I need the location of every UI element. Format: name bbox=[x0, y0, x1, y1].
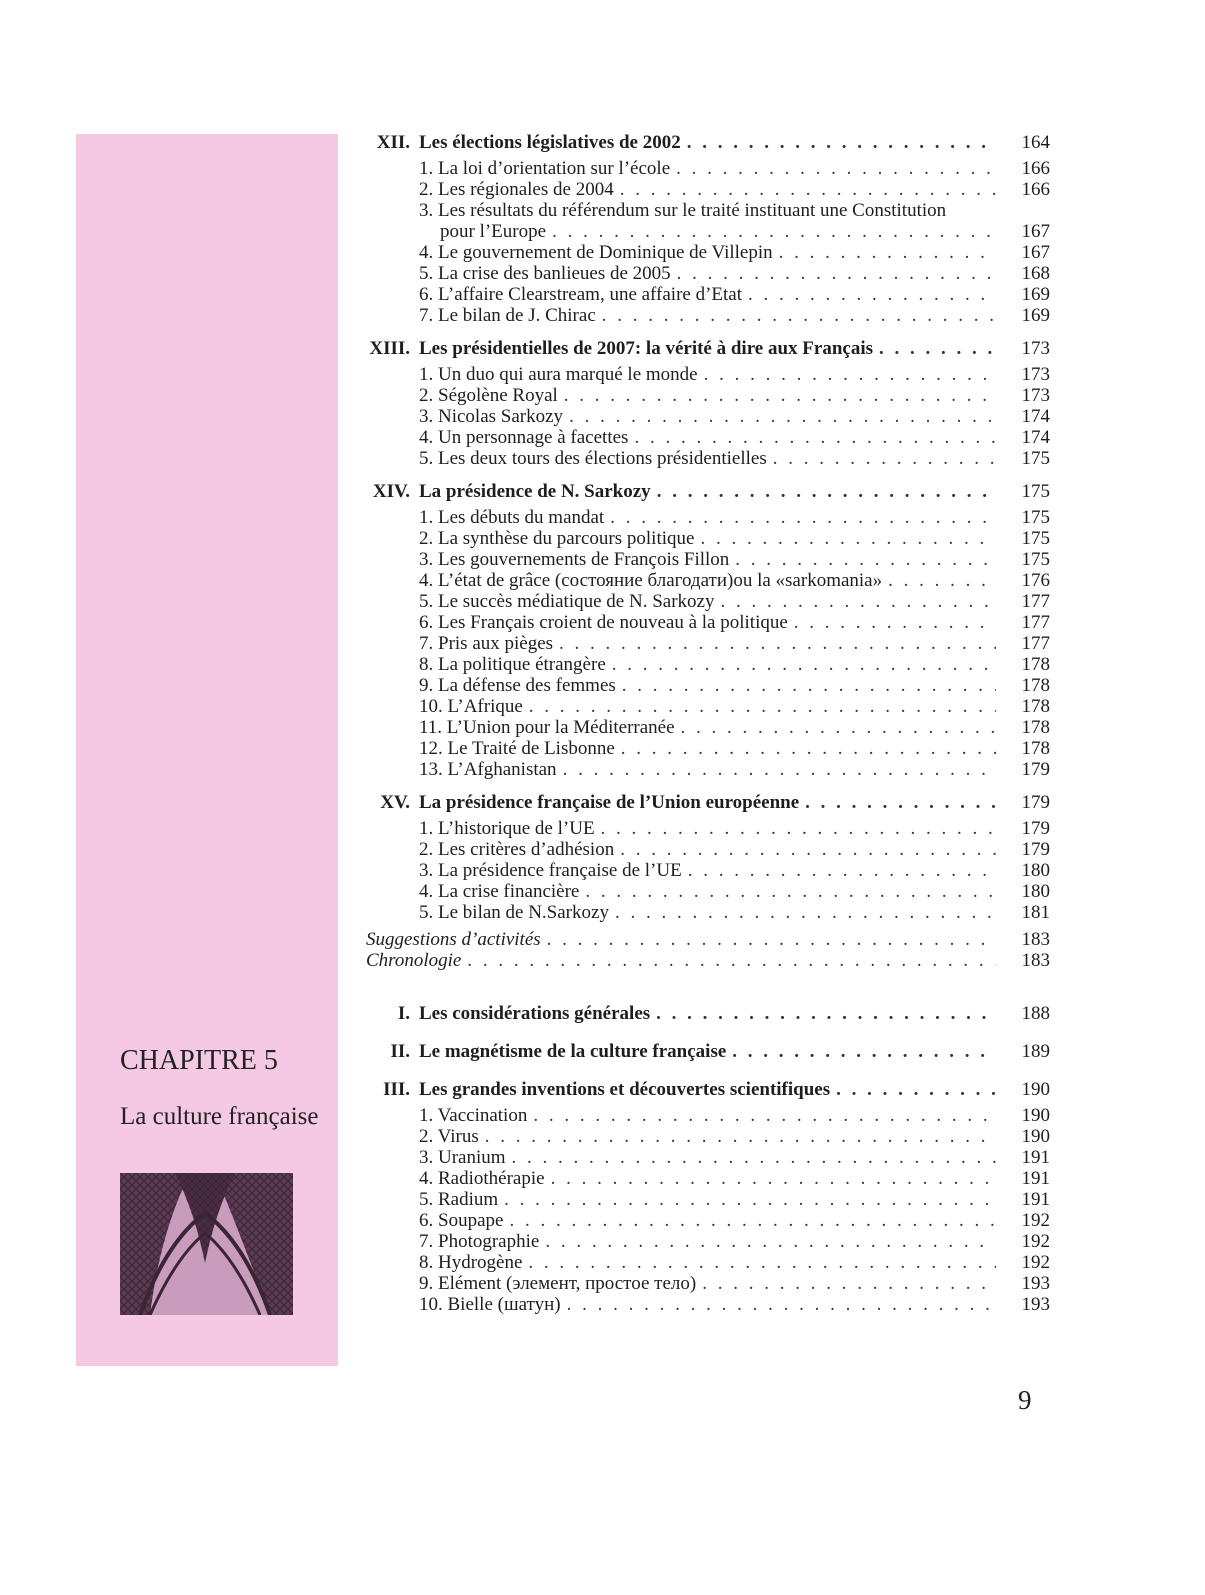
entry-label: 2. Les critères d’adhésion bbox=[419, 839, 615, 860]
leader-dots bbox=[634, 427, 996, 448]
entry-label: 2. Les régionales de 2004 bbox=[419, 179, 614, 200]
toc-entry[interactable] bbox=[366, 284, 1050, 305]
entry-page: 174 bbox=[1021, 427, 1050, 448]
leader-dots bbox=[504, 1189, 996, 1210]
leader-dots bbox=[528, 1252, 996, 1273]
toc-entry[interactable] bbox=[366, 1168, 1050, 1189]
toc-entry[interactable] bbox=[366, 1189, 1050, 1210]
entry-page: 175 bbox=[1021, 528, 1050, 549]
entry-page: 178 bbox=[1021, 717, 1050, 738]
leader-dots bbox=[735, 549, 996, 570]
toc-entry[interactable] bbox=[366, 839, 1050, 860]
section-page: 164 bbox=[1021, 132, 1050, 153]
toc-entry[interactable] bbox=[366, 696, 1050, 717]
leader-dots bbox=[688, 860, 996, 881]
entry-page: 193 bbox=[1021, 1273, 1050, 1294]
leader-dots bbox=[615, 902, 996, 923]
leader-dots bbox=[547, 929, 996, 950]
entry-page: 191 bbox=[1021, 1189, 1050, 1210]
entry-page: 166 bbox=[1021, 158, 1050, 179]
toc-extra-entry[interactable] bbox=[366, 950, 1050, 971]
toc-entry-continuation[interactable] bbox=[366, 221, 1050, 242]
entry-page: 174 bbox=[1021, 406, 1050, 427]
entry-page: 180 bbox=[1021, 881, 1050, 902]
toc-entry[interactable] bbox=[366, 717, 1050, 738]
leader-dots bbox=[677, 263, 996, 284]
entry-label: 4. Un personnage à facettes bbox=[419, 427, 629, 448]
entry-label: 1. L’historique de l’UE bbox=[419, 818, 595, 839]
toc-entry[interactable] bbox=[366, 1231, 1050, 1252]
toc-section-heading[interactable] bbox=[366, 999, 1050, 1029]
entry-label: 4. Radiothérapie bbox=[419, 1168, 545, 1189]
leader-dots bbox=[620, 179, 996, 200]
entry-label: 4. La crise financière bbox=[419, 881, 580, 902]
section-title: La présidence de N. Sarkozy bbox=[419, 481, 651, 502]
leader-dots bbox=[559, 633, 996, 654]
leader-dots bbox=[585, 881, 996, 902]
entry-label: 1. La loi d’orientation sur l’école bbox=[419, 158, 671, 179]
section-title: Les considérations générales bbox=[419, 1003, 651, 1024]
entry-page: 173 bbox=[1021, 364, 1050, 385]
entry-page: 177 bbox=[1021, 633, 1050, 654]
entry-page: 175 bbox=[1021, 507, 1050, 528]
entry-page: 190 bbox=[1021, 1105, 1050, 1126]
toc-extra-entry[interactable] bbox=[366, 929, 1050, 950]
leader-dots bbox=[836, 1075, 996, 1105]
toc-entry[interactable] bbox=[366, 633, 1050, 654]
entry-page: 167 bbox=[1021, 242, 1050, 263]
toc-entry[interactable] bbox=[366, 675, 1050, 696]
entry-label: 9. Elément (элемент, простое тело) bbox=[419, 1273, 697, 1294]
leader-dots bbox=[720, 591, 996, 612]
leader-dots bbox=[888, 570, 996, 591]
section-title: Les élections législatives de 2002 bbox=[419, 132, 681, 153]
extra-page: 183 bbox=[1021, 929, 1050, 950]
entry-page: 180 bbox=[1021, 860, 1050, 881]
entry-page: 175 bbox=[1021, 549, 1050, 570]
entry-label: 1. Vaccination bbox=[419, 1105, 528, 1126]
section-page: 189 bbox=[1021, 1041, 1050, 1062]
leader-dots bbox=[700, 528, 996, 549]
section-page: 190 bbox=[1021, 1079, 1050, 1100]
extra-label: Chronologie bbox=[366, 950, 462, 971]
toc-entry[interactable] bbox=[366, 448, 1050, 469]
leader-dots bbox=[564, 385, 996, 406]
leader-dots bbox=[621, 738, 996, 759]
entry-label: 5. Radium bbox=[419, 1189, 499, 1210]
toc-entry[interactable] bbox=[366, 406, 1050, 427]
entry-label: 2. Ségolène Royal bbox=[419, 385, 558, 406]
entry-label: 11. L’Union pour la Méditerranée bbox=[419, 717, 675, 738]
entry-page: 173 bbox=[1021, 385, 1050, 406]
entry-page: 169 bbox=[1021, 284, 1050, 305]
chapter-title: La culture française bbox=[120, 1103, 319, 1130]
leader-dots bbox=[676, 158, 996, 179]
toc-entry[interactable] bbox=[366, 881, 1050, 902]
leader-dots bbox=[805, 788, 996, 818]
toc-entry[interactable] bbox=[366, 549, 1050, 570]
toc-section-heading[interactable] bbox=[366, 1075, 1050, 1105]
entry-page: 181 bbox=[1021, 902, 1050, 923]
entry-label: 10. Bielle (шатун) bbox=[419, 1294, 561, 1315]
toc-entry[interactable] bbox=[366, 200, 1050, 221]
toc-entry[interactable] bbox=[366, 612, 1050, 633]
toc-section-heading[interactable] bbox=[366, 334, 1050, 364]
leader-dots bbox=[748, 284, 996, 305]
toc-entry[interactable] bbox=[366, 528, 1050, 549]
leader-dots bbox=[879, 334, 996, 364]
leader-dots bbox=[602, 305, 996, 326]
toc-entry[interactable] bbox=[366, 654, 1050, 675]
entry-label: 3. Les résultats du référendum sur le traité instituant une Constitution bbox=[419, 200, 947, 221]
leader-dots bbox=[622, 675, 996, 696]
toc-entry[interactable] bbox=[366, 263, 1050, 284]
toc-entry[interactable] bbox=[366, 507, 1050, 528]
entry-page: 179 bbox=[1021, 759, 1050, 780]
entry-label: 3. Uranium bbox=[419, 1147, 506, 1168]
section-numeral: III. bbox=[383, 1079, 410, 1100]
entry-label: 4. L’état de grâce (состояние благодати)ou la «sarkomania» bbox=[419, 570, 883, 591]
leader-dots bbox=[485, 1126, 996, 1147]
toc-entry[interactable] bbox=[366, 305, 1050, 326]
entry-page: 167 bbox=[1021, 221, 1050, 242]
leader-dots bbox=[601, 818, 996, 839]
section-page: 175 bbox=[1021, 481, 1050, 502]
entry-label: 8. La politique étrangère bbox=[419, 654, 606, 675]
section-numeral: XIV. bbox=[372, 481, 410, 502]
entry-label: 12. Le Traité de Lisbonne bbox=[419, 738, 615, 759]
toc-entry[interactable] bbox=[366, 1147, 1050, 1168]
leader-dots bbox=[563, 759, 996, 780]
extra-page: 183 bbox=[1021, 950, 1050, 971]
toc-section-heading[interactable] bbox=[366, 1037, 1050, 1067]
leader-dots bbox=[567, 1294, 996, 1315]
leader-dots bbox=[551, 1168, 996, 1189]
section-numeral: XIII. bbox=[369, 338, 410, 359]
entry-label: 10. L’Afrique bbox=[419, 696, 523, 717]
table-of-contents bbox=[366, 128, 1050, 1315]
leader-dots bbox=[794, 612, 996, 633]
toc-entry[interactable] bbox=[366, 385, 1050, 406]
entry-label: 7. Photographie bbox=[419, 1231, 540, 1252]
section-page: 173 bbox=[1021, 338, 1050, 359]
eiffel-tower-photo bbox=[120, 1173, 293, 1315]
leader-dots bbox=[612, 654, 996, 675]
entry-label: 6. Les Français croient de nouveau à la politique bbox=[419, 612, 788, 633]
entry-page: 169 bbox=[1021, 305, 1050, 326]
entry-page: 178 bbox=[1021, 654, 1050, 675]
section-title: La présidence française de l’Union européenne bbox=[419, 792, 800, 813]
entry-label: 3. Les gouvernements de François Fillon bbox=[419, 549, 730, 570]
toc-entry[interactable] bbox=[366, 818, 1050, 839]
toc-section-heading[interactable] bbox=[366, 477, 1050, 507]
leader-dots bbox=[657, 477, 996, 507]
entry-label: 2. Virus bbox=[419, 1126, 479, 1147]
section-page: 179 bbox=[1021, 792, 1050, 813]
toc-entry[interactable] bbox=[366, 158, 1050, 179]
toc-entry[interactable] bbox=[366, 427, 1050, 448]
leader-dots bbox=[681, 717, 996, 738]
leader-dots bbox=[610, 507, 996, 528]
entry-page: 179 bbox=[1021, 839, 1050, 860]
leader-dots bbox=[569, 406, 996, 427]
entry-page: 177 bbox=[1021, 612, 1050, 633]
extra-label: Suggestions d’activités bbox=[366, 929, 541, 950]
entry-page: 192 bbox=[1021, 1210, 1050, 1231]
leader-dots bbox=[656, 999, 996, 1029]
section-numeral: II. bbox=[390, 1041, 410, 1062]
entry-page: 191 bbox=[1021, 1168, 1050, 1189]
leader-dots bbox=[529, 696, 996, 717]
toc-entry[interactable] bbox=[366, 738, 1050, 759]
section-title: Le magnétisme de la culture française bbox=[419, 1041, 727, 1062]
leader-dots bbox=[552, 221, 996, 242]
leader-dots bbox=[687, 128, 996, 158]
toc-entry[interactable] bbox=[366, 1105, 1050, 1126]
entry-page: 193 bbox=[1021, 1294, 1050, 1315]
entry-page: 178 bbox=[1021, 675, 1050, 696]
entry-label: 5. Le succès médiatique de N. Sarkozy bbox=[419, 591, 715, 612]
leader-dots bbox=[732, 1037, 996, 1067]
toc-entry[interactable] bbox=[366, 1210, 1050, 1231]
entry-page: 191 bbox=[1021, 1147, 1050, 1168]
entry-page: 190 bbox=[1021, 1126, 1050, 1147]
entry-label: 5. La crise des banlieues de 2005 bbox=[419, 263, 671, 284]
leader-dots bbox=[704, 364, 996, 385]
entry-label: 6. L’affaire Clearstream, une affaire d’Etat bbox=[419, 284, 743, 305]
section-numeral: XV. bbox=[380, 792, 410, 813]
entry-label: 7. Pris aux pièges bbox=[419, 633, 554, 654]
entry-page: 178 bbox=[1021, 738, 1050, 759]
leader-dots bbox=[779, 242, 996, 263]
toc-entry[interactable] bbox=[366, 242, 1050, 263]
entry-page: 192 bbox=[1021, 1231, 1050, 1252]
toc-entry[interactable] bbox=[366, 1273, 1050, 1294]
entry-label: 1. Un duo qui aura marqué le monde bbox=[419, 364, 698, 385]
leader-dots bbox=[702, 1273, 996, 1294]
entry-label: 3. La présidence française de l’UE bbox=[419, 860, 682, 881]
toc-entry[interactable] bbox=[366, 759, 1050, 780]
entry-label: 5. Le bilan de N.Sarkozy bbox=[419, 902, 609, 923]
leader-dots bbox=[545, 1231, 996, 1252]
entry-page: 192 bbox=[1021, 1252, 1050, 1273]
entry-page: 177 bbox=[1021, 591, 1050, 612]
toc-entry[interactable] bbox=[366, 364, 1050, 385]
entry-label: 7. Le bilan de J. Chirac bbox=[419, 305, 596, 326]
entry-page: 166 bbox=[1021, 179, 1050, 200]
section-page: 188 bbox=[1021, 1003, 1050, 1024]
leader-dots bbox=[620, 839, 996, 860]
toc-entry[interactable] bbox=[366, 902, 1050, 923]
entry-label-continued: pour l’Europe bbox=[440, 221, 547, 242]
entry-label: 5. Les deux tours des élections présidentielles bbox=[419, 448, 767, 469]
section-numeral: XII. bbox=[376, 132, 410, 153]
toc-section-heading[interactable] bbox=[366, 128, 1050, 158]
entry-label: 3. Nicolas Sarkozy bbox=[419, 406, 564, 427]
section-title: Les grandes inventions et découvertes scientifiques bbox=[419, 1079, 831, 1100]
toc-entry[interactable] bbox=[366, 1294, 1050, 1315]
section-title: Les présidentielles de 2007: la vérité à dire aux Français bbox=[419, 338, 874, 359]
leader-dots bbox=[512, 1147, 996, 1168]
entry-label: 6. Soupape bbox=[419, 1210, 504, 1231]
chapter-number: CHAPITRE 5 bbox=[120, 1045, 278, 1076]
entry-label: 13. L’Afghanistan bbox=[419, 759, 557, 780]
entry-label: 1. Les débuts du mandat bbox=[419, 507, 605, 528]
section-numeral: I. bbox=[397, 1003, 410, 1024]
entry-page: 175 bbox=[1021, 448, 1050, 469]
toc-entry[interactable] bbox=[366, 591, 1050, 612]
entry-page: 179 bbox=[1021, 818, 1050, 839]
entry-page: 178 bbox=[1021, 696, 1050, 717]
entry-page: 168 bbox=[1021, 263, 1050, 284]
leader-dots bbox=[533, 1105, 996, 1126]
toc-entry[interactable] bbox=[366, 570, 1050, 591]
toc-entry[interactable] bbox=[366, 179, 1050, 200]
page-number: 9 bbox=[1018, 1385, 1032, 1415]
entry-page: 176 bbox=[1021, 570, 1050, 591]
leader-dots bbox=[773, 448, 996, 469]
entry-label: 4. Le gouvernement de Dominique de Villepin bbox=[419, 242, 773, 263]
entry-label: 2. La synthèse du parcours politique bbox=[419, 528, 695, 549]
toc-section-heading[interactable] bbox=[366, 788, 1050, 818]
leader-dots bbox=[467, 950, 996, 971]
leader-dots bbox=[509, 1210, 996, 1231]
entry-label: 9. La défense des femmes bbox=[419, 675, 616, 696]
toc-entry[interactable] bbox=[366, 1126, 1050, 1147]
entry-label: 8. Hydrogène bbox=[419, 1252, 523, 1273]
toc-entry[interactable] bbox=[366, 860, 1050, 881]
toc-entry[interactable] bbox=[366, 1252, 1050, 1273]
